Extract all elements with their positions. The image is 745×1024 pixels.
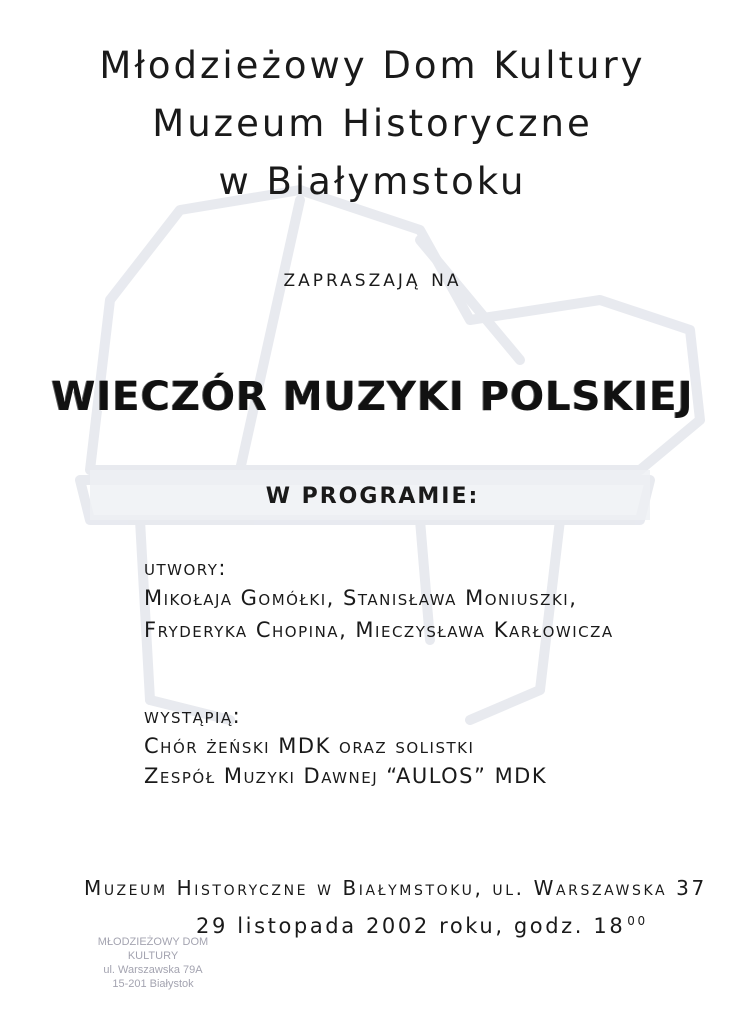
event-date-text: 29 listopada 2002 roku, godz. 18: [196, 914, 626, 938]
works-label: utwory:: [144, 556, 227, 580]
stamp-line-2: ul. Warszawska 79A: [103, 964, 203, 976]
stamp-line-1: MŁODZIEŻOWY DOM KULTURY: [97, 936, 209, 962]
event-time-minutes: 00: [627, 914, 648, 928]
invite-text: zapraszają na: [283, 264, 462, 292]
venue-address: Muzeum Historyczne w Białymstoku, ul. Warszawska 37: [84, 876, 707, 900]
works-line-1: Mikołaja Gomółki, Stanisława Moniuszki,: [144, 586, 578, 610]
works-line-2: Fryderyka Chopina, Mieczysława Karłowicza: [144, 618, 614, 642]
event-title: WIECZÓR MUZYKI POLSKIEJ: [51, 374, 694, 420]
stamp-line-3: 15-201 Białystok: [112, 978, 194, 990]
performers-line-1: Chór żeński MDK oraz solistki: [144, 734, 475, 758]
organizer-line-2: Muzeum Historyczne: [152, 102, 593, 145]
institution-stamp: [78, 935, 228, 991]
program-heading: W PROGRAMIE:: [265, 484, 480, 509]
performers-label: wystąpią:: [144, 704, 242, 728]
organizer-line-3: w Białymstoku: [218, 160, 527, 203]
organizer-line-1: Młodzieżowy Dom Kultury: [99, 44, 646, 87]
event-date: [196, 914, 648, 938]
performers-line-2: Zespół Muzyki Dawnej “AULOS” MDK: [144, 764, 548, 788]
